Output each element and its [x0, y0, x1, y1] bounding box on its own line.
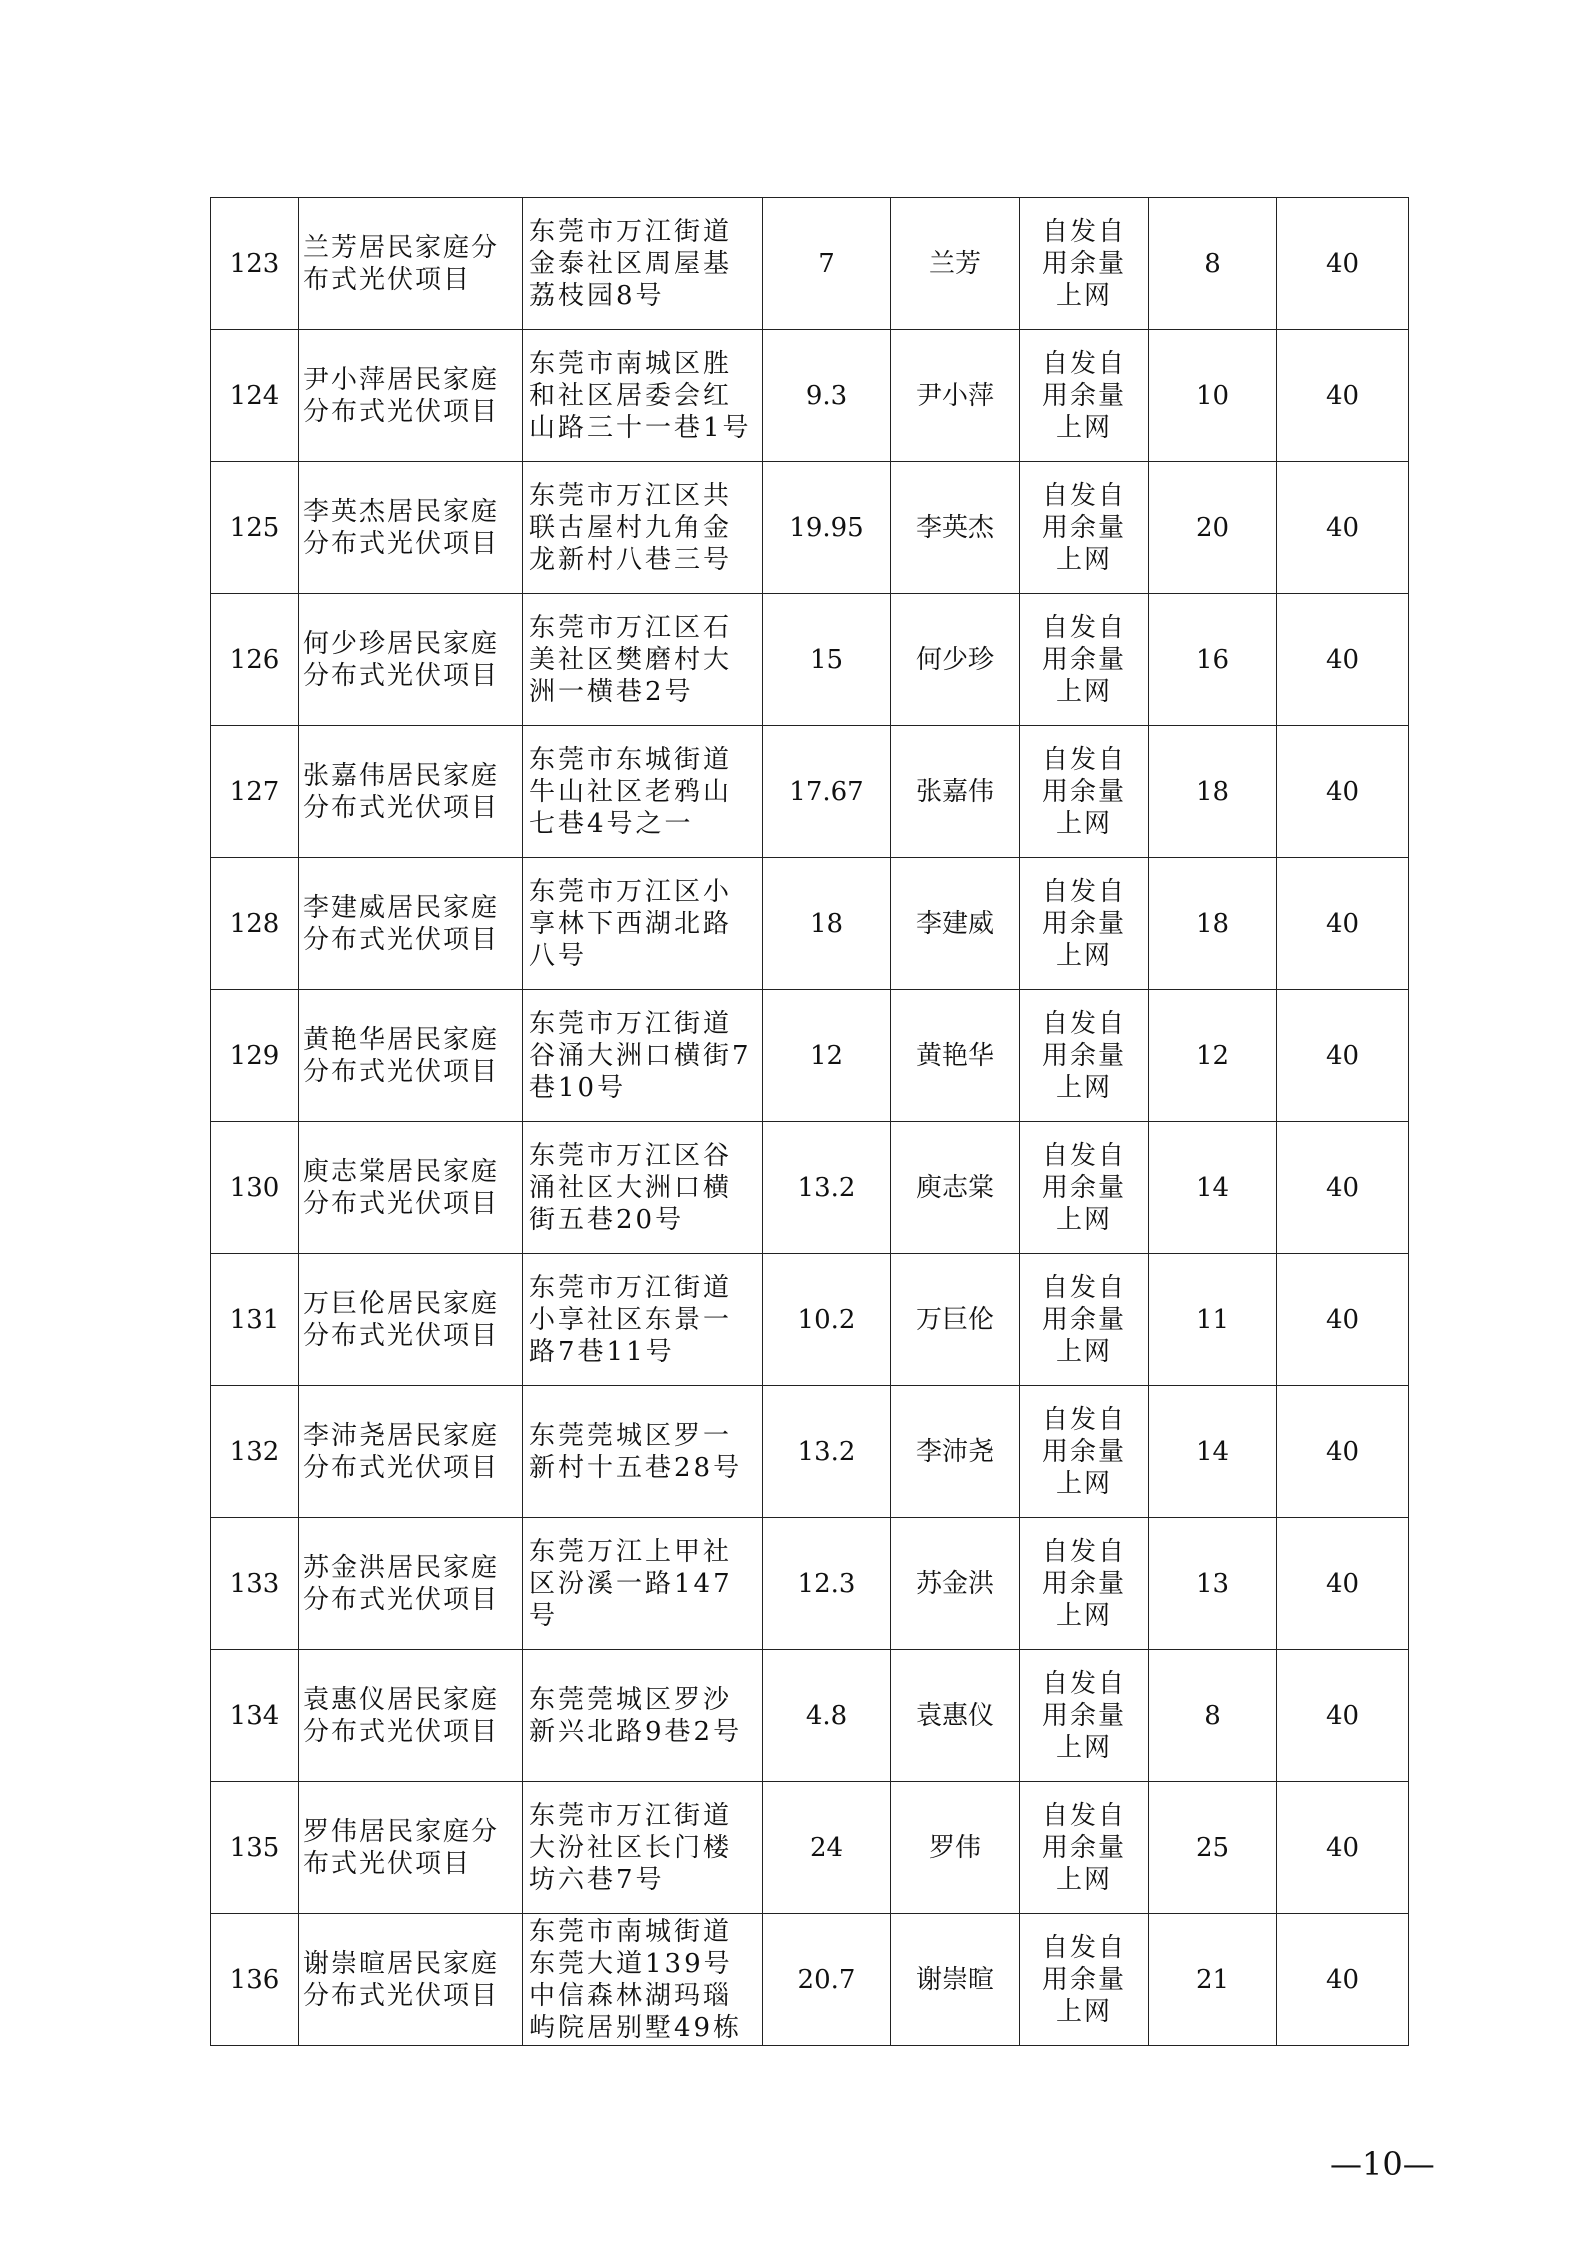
cell-owner: 罗伟	[891, 1782, 1020, 1914]
cell-project-name: 张嘉伟居民家庭分布式光伏项目	[299, 726, 523, 858]
table-row	[211, 1386, 1409, 1518]
cell-project-name: 李沛尧居民家庭分布式光伏项目	[299, 1386, 523, 1518]
cell-grid-mode	[1020, 990, 1149, 1122]
grid-mode-text: 自发自用余量上网	[1041, 480, 1126, 575]
cell-grid-mode	[1020, 1782, 1149, 1914]
cell-number: 127	[211, 726, 299, 858]
cell-capacity: 10.2	[763, 1254, 891, 1386]
cell-grid-mode	[1020, 198, 1149, 330]
cell-owner: 兰芳	[891, 198, 1020, 330]
cell-project-name: 李建威居民家庭分布式光伏项目	[299, 858, 523, 990]
cell-value: 40	[1277, 462, 1409, 594]
table-row	[211, 990, 1409, 1122]
cell-capacity: 24	[763, 1782, 891, 1914]
table-body	[211, 198, 1409, 2046]
cell-owner: 黄艳华	[891, 990, 1020, 1122]
cell-project-name: 兰芳居民家庭分布式光伏项目	[299, 198, 523, 330]
cell-project-name: 李英杰居民家庭分布式光伏项目	[299, 462, 523, 594]
cell-capacity: 9.3	[763, 330, 891, 462]
table-row	[211, 1122, 1409, 1254]
cell-value: 40	[1277, 1254, 1409, 1386]
grid-mode-text: 自发自用余量上网	[1041, 1404, 1126, 1499]
cell-value: 10	[1149, 330, 1277, 462]
cell-address: 东莞市万江区小享林下西湖北路八号	[523, 858, 763, 990]
grid-mode-text: 自发自用余量上网	[1041, 876, 1126, 971]
grid-mode-text: 自发自用余量上网	[1041, 612, 1126, 707]
table-row	[211, 1914, 1409, 2046]
grid-mode-text: 自发自用余量上网	[1041, 1536, 1126, 1631]
cell-number: 128	[211, 858, 299, 990]
cell-value: 11	[1149, 1254, 1277, 1386]
cell-owner: 李建威	[891, 858, 1020, 990]
cell-address: 东莞市万江区共联古屋村九角金龙新村八巷三号	[523, 462, 763, 594]
cell-value: 40	[1277, 990, 1409, 1122]
cell-value: 8	[1149, 1650, 1277, 1782]
cell-address: 东莞市南城区胜和社区居委会红山路三十一巷1号	[523, 330, 763, 462]
cell-number: 135	[211, 1782, 299, 1914]
cell-project-name: 黄艳华居民家庭分布式光伏项目	[299, 990, 523, 1122]
cell-project-name: 万巨伦居民家庭分布式光伏项目	[299, 1254, 523, 1386]
cell-grid-mode	[1020, 1254, 1149, 1386]
cell-number: 134	[211, 1650, 299, 1782]
cell-number: 123	[211, 198, 299, 330]
table-row	[211, 1782, 1409, 1914]
cell-owner: 苏金洪	[891, 1518, 1020, 1650]
grid-mode-text: 自发自用余量上网	[1041, 1140, 1126, 1235]
cell-address: 东莞市万江街道谷涌大洲口横街7巷10号	[523, 990, 763, 1122]
cell-capacity: 17.67	[763, 726, 891, 858]
cell-grid-mode	[1020, 462, 1149, 594]
grid-mode-text: 自发自用余量上网	[1041, 1668, 1126, 1763]
cell-number: 133	[211, 1518, 299, 1650]
cell-owner: 庾志棠	[891, 1122, 1020, 1254]
cell-grid-mode	[1020, 726, 1149, 858]
cell-number: 125	[211, 462, 299, 594]
cell-project-name: 苏金洪居民家庭分布式光伏项目	[299, 1518, 523, 1650]
cell-address: 东莞市万江街道金泰社区周屋基荔枝园8号	[523, 198, 763, 330]
grid-mode-text: 自发自用余量上网	[1041, 216, 1126, 311]
cell-value: 40	[1277, 1782, 1409, 1914]
table-row	[211, 462, 1409, 594]
cell-number: 132	[211, 1386, 299, 1518]
cell-owner: 李英杰	[891, 462, 1020, 594]
cell-owner: 李沛尧	[891, 1386, 1020, 1518]
cell-value: 14	[1149, 1386, 1277, 1518]
cell-project-name: 袁惠仪居民家庭分布式光伏项目	[299, 1650, 523, 1782]
table-row	[211, 1254, 1409, 1386]
page-number: —10—	[1330, 2145, 1435, 2183]
cell-value: 18	[1149, 858, 1277, 990]
cell-project-name: 罗伟居民家庭分布式光伏项目	[299, 1782, 523, 1914]
table-row	[211, 330, 1409, 462]
table-row	[211, 858, 1409, 990]
cell-value: 8	[1149, 198, 1277, 330]
cell-owner: 万巨伦	[891, 1254, 1020, 1386]
cell-value: 40	[1277, 858, 1409, 990]
cell-project-name: 尹小萍居民家庭分布式光伏项目	[299, 330, 523, 462]
cell-grid-mode	[1020, 330, 1149, 462]
cell-owner: 何少珍	[891, 594, 1020, 726]
cell-value: 40	[1277, 330, 1409, 462]
cell-value: 40	[1277, 726, 1409, 858]
cell-value: 40	[1277, 1914, 1409, 2046]
cell-value: 12	[1149, 990, 1277, 1122]
table-row	[211, 1518, 1409, 1650]
cell-capacity: 20.7	[763, 1914, 891, 2046]
table-row	[211, 726, 1409, 858]
cell-number: 131	[211, 1254, 299, 1386]
cell-number: 136	[211, 1914, 299, 2046]
cell-capacity: 13.2	[763, 1386, 891, 1518]
cell-address: 东莞莞城区罗一新村十五巷28号	[523, 1386, 763, 1518]
cell-number: 124	[211, 330, 299, 462]
cell-value: 40	[1277, 1386, 1409, 1518]
cell-number: 130	[211, 1122, 299, 1254]
cell-value: 13	[1149, 1518, 1277, 1650]
table-row	[211, 1650, 1409, 1782]
cell-number: 129	[211, 990, 299, 1122]
table-row	[211, 594, 1409, 726]
cell-grid-mode	[1020, 1122, 1149, 1254]
cell-capacity: 12.3	[763, 1518, 891, 1650]
project-table	[210, 197, 1409, 2046]
cell-owner: 谢崇暄	[891, 1914, 1020, 2046]
cell-capacity: 15	[763, 594, 891, 726]
cell-capacity: 4.8	[763, 1650, 891, 1782]
cell-grid-mode	[1020, 858, 1149, 990]
cell-capacity: 13.2	[763, 1122, 891, 1254]
cell-capacity: 18	[763, 858, 891, 990]
grid-mode-text: 自发自用余量上网	[1041, 348, 1126, 443]
cell-capacity: 12	[763, 990, 891, 1122]
cell-grid-mode	[1020, 1650, 1149, 1782]
cell-project-name: 何少珍居民家庭分布式光伏项目	[299, 594, 523, 726]
table-row	[211, 198, 1409, 330]
cell-address: 东莞市万江街道大汾社区长门楼坊六巷7号	[523, 1782, 763, 1914]
cell-value: 14	[1149, 1122, 1277, 1254]
cell-address: 东莞市万江街道小享社区东景一路7巷11号	[523, 1254, 763, 1386]
cell-capacity: 7	[763, 198, 891, 330]
cell-grid-mode	[1020, 1386, 1149, 1518]
cell-value: 40	[1277, 1650, 1409, 1782]
cell-project-name: 庾志棠居民家庭分布式光伏项目	[299, 1122, 523, 1254]
cell-address: 东莞万江上甲社区汾溪一路147号	[523, 1518, 763, 1650]
grid-mode-text: 自发自用余量上网	[1041, 744, 1126, 839]
cell-value: 21	[1149, 1914, 1277, 2046]
grid-mode-text: 自发自用余量上网	[1041, 1800, 1126, 1895]
cell-address: 东莞市万江区谷涌社区大洲口横街五巷20号	[523, 1122, 763, 1254]
cell-address: 东莞市万江区石美社区樊磨村大洲一横巷2号	[523, 594, 763, 726]
cell-grid-mode	[1020, 1914, 1149, 2046]
cell-value: 25	[1149, 1782, 1277, 1914]
cell-value: 40	[1277, 198, 1409, 330]
cell-grid-mode	[1020, 1518, 1149, 1650]
grid-mode-text: 自发自用余量上网	[1041, 1932, 1126, 2027]
cell-address: 东莞市东城街道牛山社区老鸦山七巷4号之一	[523, 726, 763, 858]
cell-grid-mode	[1020, 594, 1149, 726]
cell-number: 126	[211, 594, 299, 726]
cell-value: 18	[1149, 726, 1277, 858]
grid-mode-text: 自发自用余量上网	[1041, 1008, 1126, 1103]
cell-value: 16	[1149, 594, 1277, 726]
cell-capacity: 19.95	[763, 462, 891, 594]
cell-address: 东莞市南城街道东莞大道139号中信森林湖玛瑙屿院居别墅49栋	[523, 1914, 763, 2046]
cell-value: 40	[1277, 594, 1409, 726]
cell-value: 40	[1277, 1122, 1409, 1254]
cell-owner: 尹小萍	[891, 330, 1020, 462]
cell-address: 东莞莞城区罗沙新兴北路9巷2号	[523, 1650, 763, 1782]
grid-mode-text: 自发自用余量上网	[1041, 1272, 1126, 1367]
cell-project-name: 谢崇暄居民家庭分布式光伏项目	[299, 1914, 523, 2046]
cell-owner: 袁惠仪	[891, 1650, 1020, 1782]
cell-owner: 张嘉伟	[891, 726, 1020, 858]
cell-value: 20	[1149, 462, 1277, 594]
cell-value: 40	[1277, 1518, 1409, 1650]
